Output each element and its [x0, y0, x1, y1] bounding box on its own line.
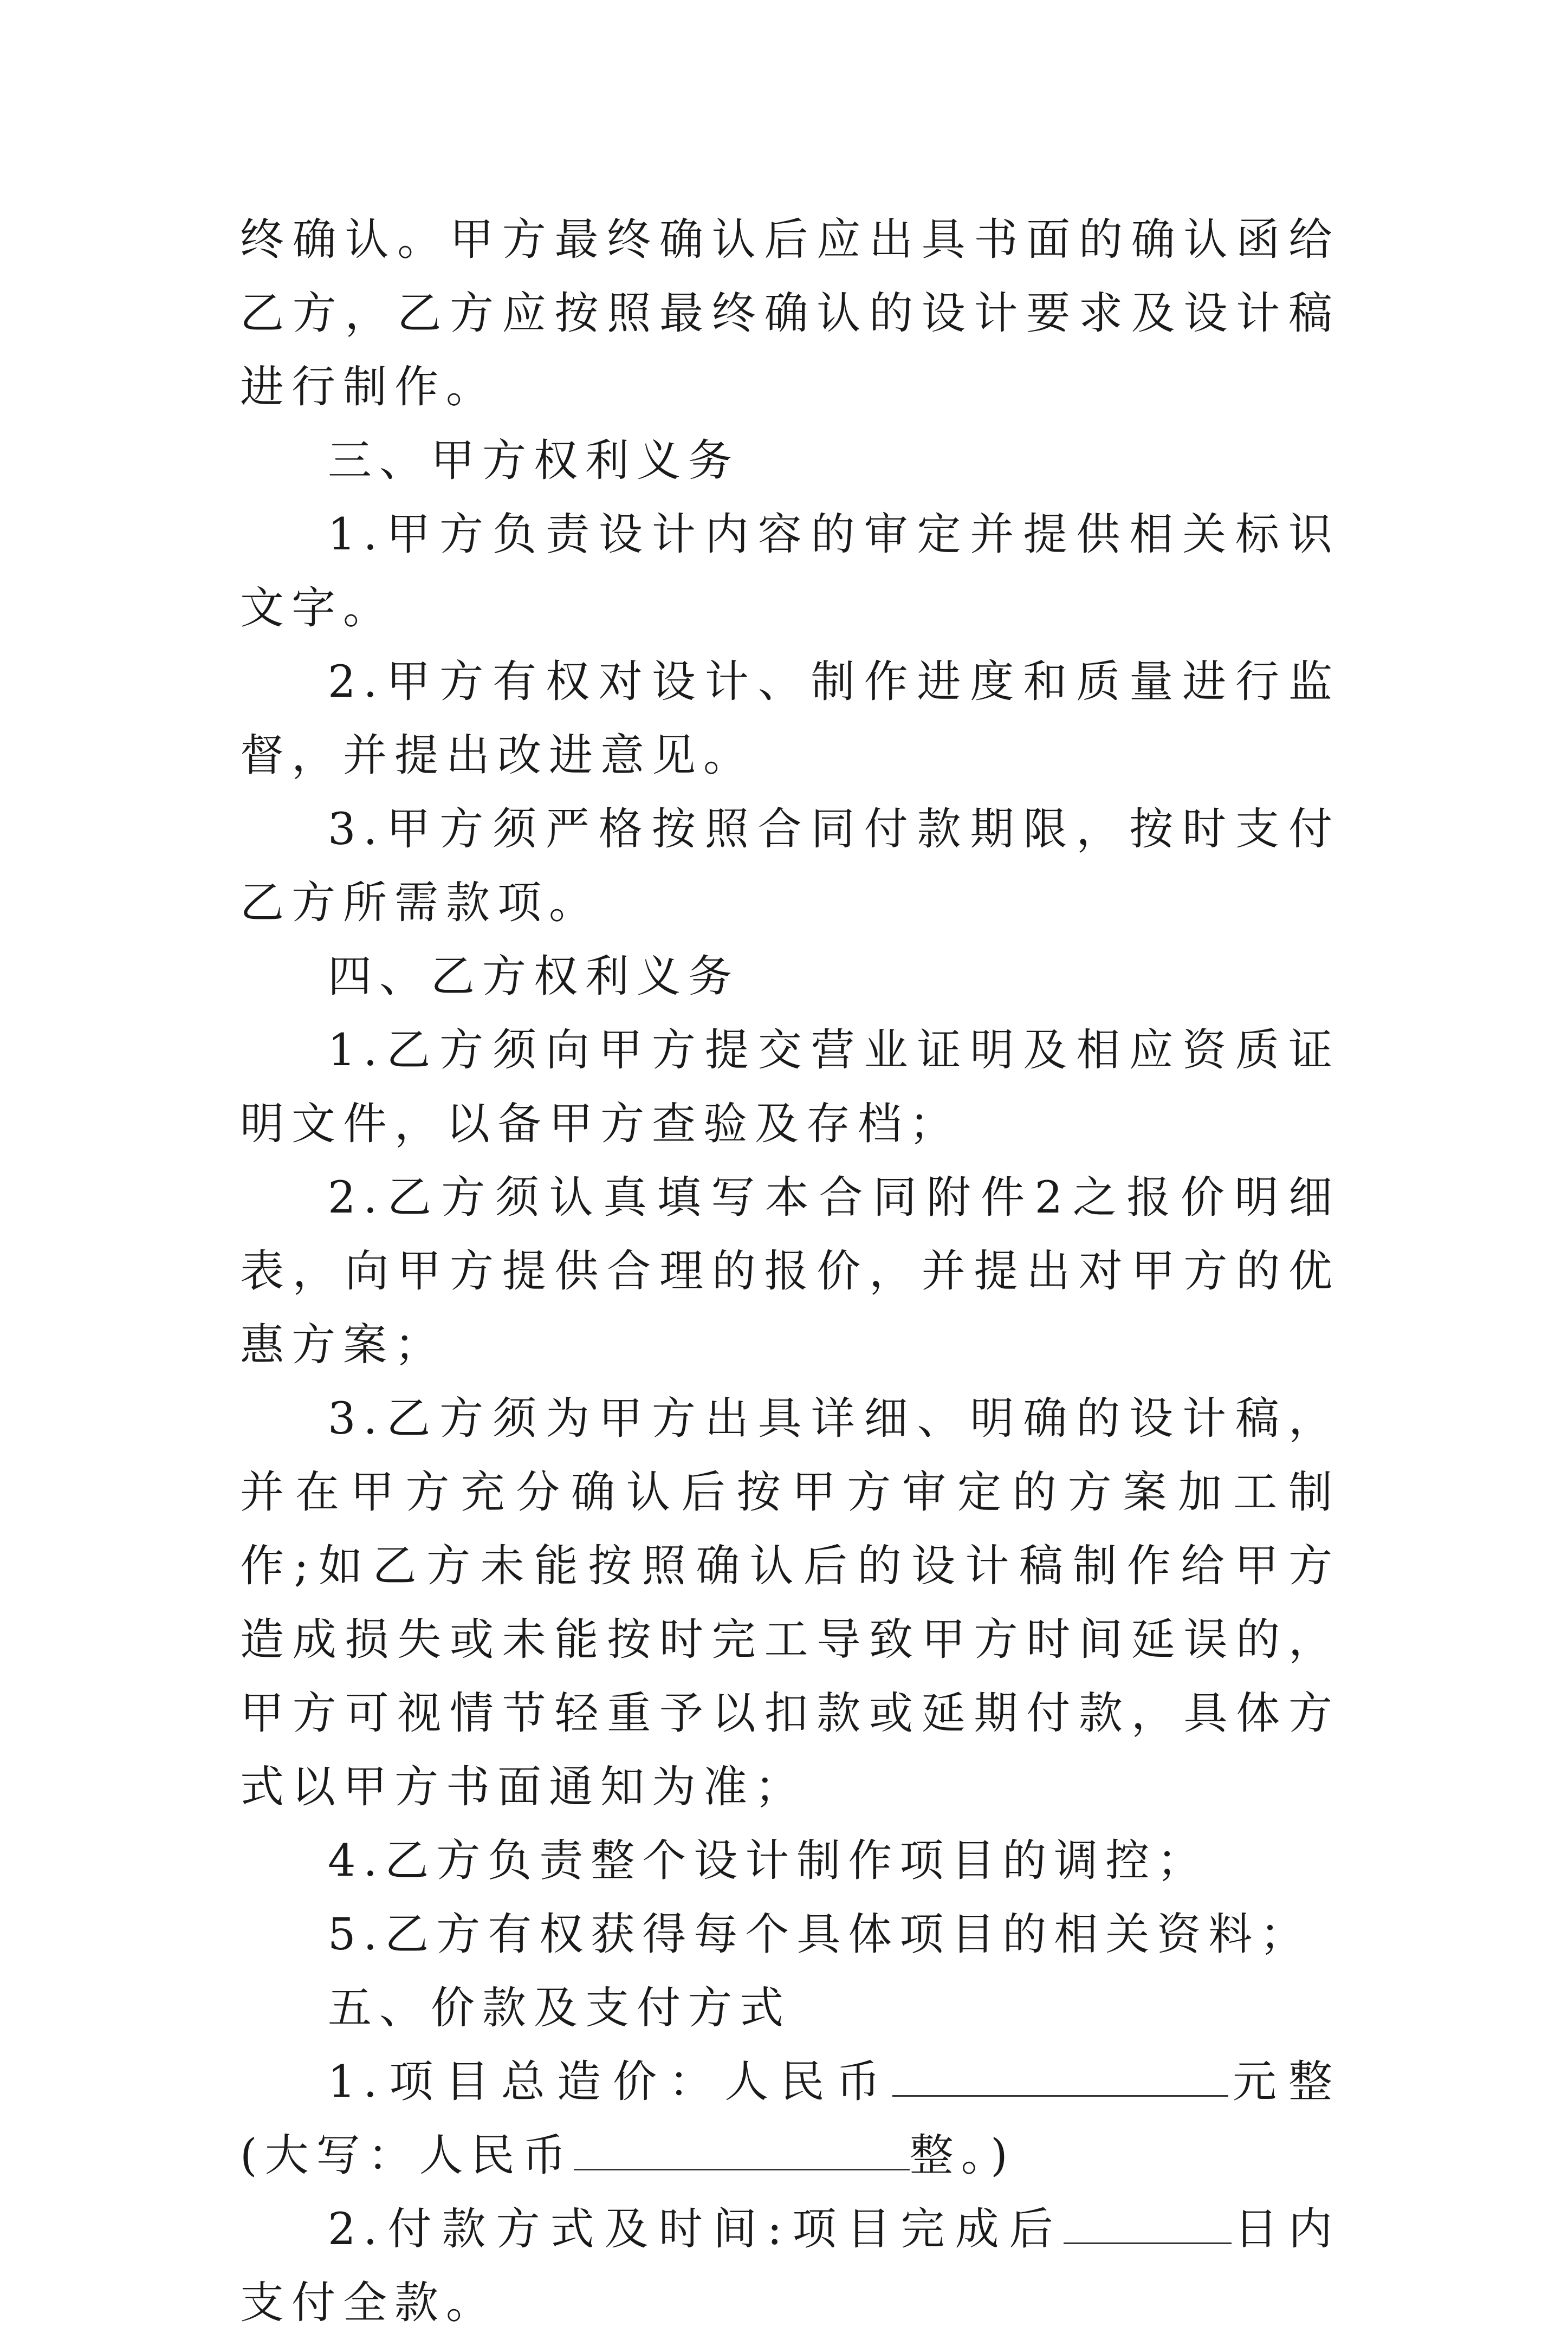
- payment-days-blank: [1064, 2199, 1232, 2244]
- section-5-heading: 五、价款及支付方式: [328, 1983, 792, 2034]
- paragraph-continuation: 终确认。甲方最终确认后应出具书面的确认函给乙方，乙方应按照最终确认的设计要求及设计稿进行制作。: [240, 215, 1340, 413]
- section-4-item-1: 1.乙方须向甲方提交营业证明及相应资质证明文件，以备甲方查验及存档；: [240, 1025, 1340, 1150]
- total-price-uppercase-label: 元整(大写：人民币: [240, 2057, 1340, 2181]
- total-price-label: 1.项目总造价：人民币: [328, 2057, 892, 2108]
- total-price-uppercase-blank: [574, 2125, 910, 2170]
- section-4-item-5: 5.乙方有权获得每个具体项目的相关资料；: [328, 1909, 1312, 1960]
- payment-terms-label: 2.付款方式及时间:项目完成后: [328, 2204, 1064, 2255]
- section-3-item-1: 1.甲方负责设计内容的审定并提供相关标识文字。: [240, 509, 1340, 634]
- total-price-end: 整。): [909, 2130, 1015, 2181]
- document-body: [240, 203, 1340, 2340]
- section-4-item-3: 3.乙方须为甲方出具详细、明确的设计稿，并在甲方充分确认后按甲方审定的方案加工制作;如乙方未能按照确认后的设计稿制作给甲方造成损失或未能按时完工导致甲方时间延误的，甲方可视情节轻重予以扣款或延期付款，具体方式以甲方书面通知为准；: [240, 1393, 1340, 1813]
- section-4-heading: 四、乙方权利义务: [328, 951, 740, 1002]
- section-5-item-2: [240, 2193, 1340, 2340]
- section-4-item-4: 4.乙方负责整个设计制作项目的调控；: [328, 1836, 1209, 1887]
- section-4-item-2: 2.乙方须认真填写本合同附件2之报价明细表，向甲方提供合理的报价，并提出对甲方的优惠方案；: [240, 1172, 1340, 1371]
- section-5-item-1: [240, 2045, 1340, 2193]
- section-3-item-2: 2.甲方有权对设计、制作进度和质量进行监督，并提出改进意见。: [240, 657, 1340, 781]
- payment-terms-end: 日内支付全款。: [240, 2204, 1340, 2329]
- section-3-heading: 三、甲方权利义务: [328, 436, 740, 487]
- total-price-blank: [892, 2052, 1228, 2097]
- section-3-item-3: 3.甲方须严格按照合同付款期限，按时支付乙方所需款项。: [240, 804, 1340, 929]
